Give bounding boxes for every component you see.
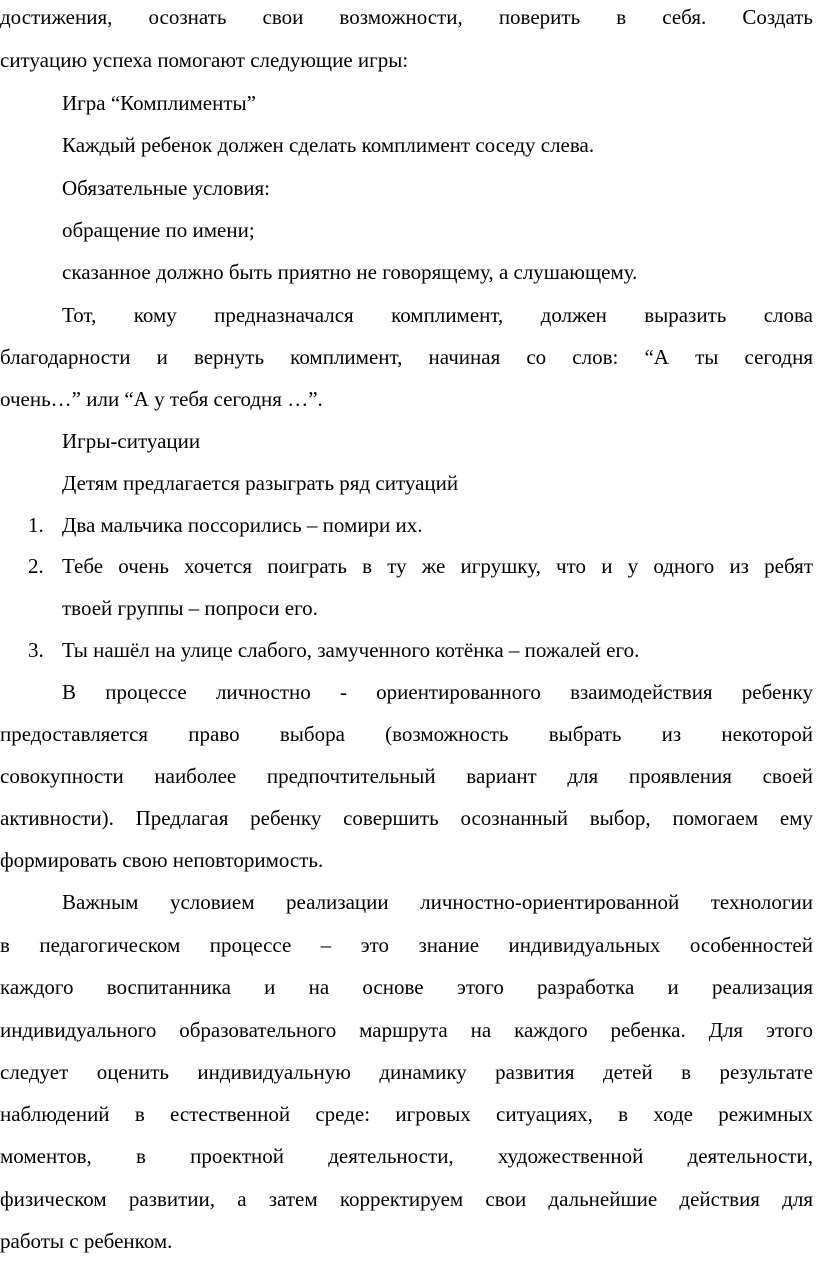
- list-number: 3.: [28, 638, 44, 662]
- text-line: наблюдений в естественной среде: игровых ситуациях, в ходе режимных: [0, 1102, 813, 1126]
- text-line: моментов, в проектной деятельности, художественной деятельности,: [0, 1144, 813, 1168]
- text-line: обращение по имени;: [62, 218, 255, 242]
- text-line: в педагогическом процессе – это знание индивидуальных особенностей: [0, 933, 813, 957]
- text-line: Обязательные условия:: [62, 176, 270, 200]
- text-line: Детям предлагается разыграть ряд ситуаций: [62, 471, 459, 495]
- section-title: Игры-ситуации: [62, 429, 201, 453]
- text-line: ситуацию успеха помогают следующие игры:: [0, 48, 409, 72]
- text-line: Каждый ребенок должен сделать комплимент соседу слева.: [62, 133, 595, 157]
- list-number: 2.: [28, 554, 44, 578]
- text-line: индивидуального образовательного маршрута на каждого ребенка. Для этого: [0, 1018, 813, 1042]
- text-line: формировать свою неповторимость.: [0, 848, 324, 872]
- list-item: твоей группы – попроси его.: [62, 596, 318, 620]
- text-line: предоставляется право выбора (возможность выбрать из некоторой: [0, 722, 813, 746]
- text-line: работы с ребенком.: [0, 1229, 173, 1253]
- game-title: Игра “Комплименты”: [62, 91, 256, 115]
- text-line: сказанное должно быть приятно не говорящему, а слушающему.: [62, 260, 638, 284]
- text-line: каждого воспитанника и на основе этого разработка и реализация: [0, 975, 813, 999]
- text-line: благодарности и вернуть комплимент, начиная со слов: “А ты сегодня: [0, 345, 813, 369]
- list-item: Ты нашёл на улице слабого, замученного котёнка – пожалей его.: [62, 638, 640, 662]
- text-line: достижения, осознать свои возможности, поверить в себя. Создать: [0, 5, 813, 29]
- text-line: очень…” или “А у тебя сегодня …”.: [0, 387, 323, 411]
- list-item: Два мальчика поссорились – помири их.: [62, 513, 423, 537]
- text-line: Тот, кому предназначался комплимент, должен выразить слова: [62, 303, 813, 327]
- list-number: 1.: [28, 513, 44, 537]
- list-item: Тебе очень хочется поиграть в ту же игрушку, что и у одного из ребят: [62, 554, 813, 578]
- text-line: активности). Предлагая ребенку совершить осознанный выбор, помогаем ему: [0, 806, 813, 830]
- text-line: следует оценить индивидуальную динамику развития детей в результате: [0, 1060, 813, 1084]
- text-line: В процессе личностно - ориентированного взаимодействия ребенку: [62, 680, 813, 704]
- text-line: совокупности наиболее предпочтительный вариант для проявления своей: [0, 764, 813, 788]
- text-line: физическом развитии, а затем корректируем свои дальнейшие действия для: [0, 1187, 813, 1211]
- text-line: Важным условием реализации личностно-ориентированной технологии: [62, 890, 813, 914]
